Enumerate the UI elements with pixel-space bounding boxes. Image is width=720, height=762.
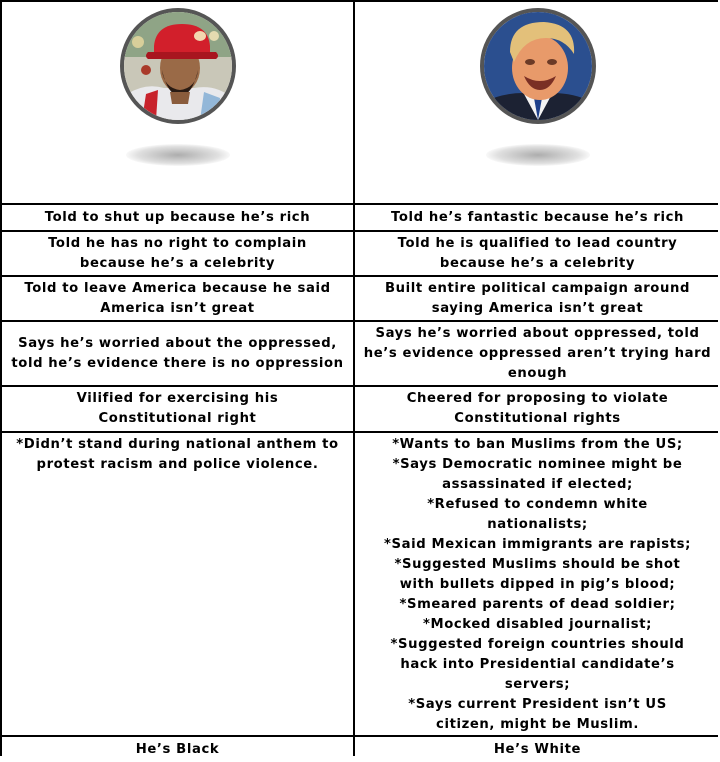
right-detail-item: *Says Democratic nominee might be assassinated if elected;: [392, 457, 683, 492]
right-detail-item: *Says current President isn’t US citizen, might be Muslim.: [408, 697, 667, 732]
right-detail-item: *Suggested foreign countries should hack into Presidential candidate’s servers;: [390, 637, 685, 692]
right-detail-item: *Wants to ban Muslims from the US;: [392, 437, 683, 452]
left-shadow: [126, 144, 230, 166]
right-avatar: [480, 8, 596, 124]
left-avatar: [120, 8, 236, 124]
right-detail-item: *Suggested Muslims should be shot with bullets dipped in pig’s blood;: [394, 557, 681, 592]
right-row-3: Built entire political campaign around saying America isn’t great: [355, 277, 720, 320]
right-detail-item: *Said Mexican immigrants are rapists;: [384, 537, 691, 552]
right-details: [355, 433, 720, 735]
left-details-list: [4, 435, 351, 475]
right-portrait-image: [484, 12, 592, 120]
right-detail-item: *Mocked disabled journalist;: [423, 617, 652, 632]
right-footer: He’s White: [355, 737, 720, 762]
left-row-3: Told to leave America because he said America isn’t great: [2, 277, 353, 320]
right-detail-item: *Refused to condemn white nationalists;: [427, 497, 648, 532]
right-row-5: Cheered for proposing to violate Constitutional rights: [355, 387, 720, 431]
left-row-2: Told he has no right to complain because he’s a celebrity: [2, 232, 353, 275]
left-detail-item: *Didn’t stand during national anthem to protest racism and police violence.: [16, 437, 339, 472]
left-portrait-image: [124, 12, 232, 120]
right-row-1: Told he’s fantastic because he’s rich: [355, 205, 720, 230]
right-detail-item: *Smeared parents of dead soldier;: [399, 597, 676, 612]
left-photo-cell: [2, 2, 353, 203]
right-photo-cell: [355, 2, 720, 203]
left-row-4: Says he’s worried about the oppressed, told he’s evidence there is no oppression: [2, 322, 353, 385]
right-row-2: Told he is qualified to lead country because he’s a celebrity: [355, 232, 720, 275]
left-footer: He’s Black: [2, 737, 353, 762]
left-row-1: Told to shut up because he’s rich: [2, 205, 353, 230]
right-row-4: Says he’s worried about oppressed, told he’s evidence oppressed aren’t trying hard enough: [355, 322, 720, 385]
left-row-5: Vilified for exercising his Constitutional right: [2, 387, 353, 431]
right-shadow: [486, 144, 590, 166]
right-details-list: [357, 435, 718, 735]
left-details: [2, 433, 353, 735]
